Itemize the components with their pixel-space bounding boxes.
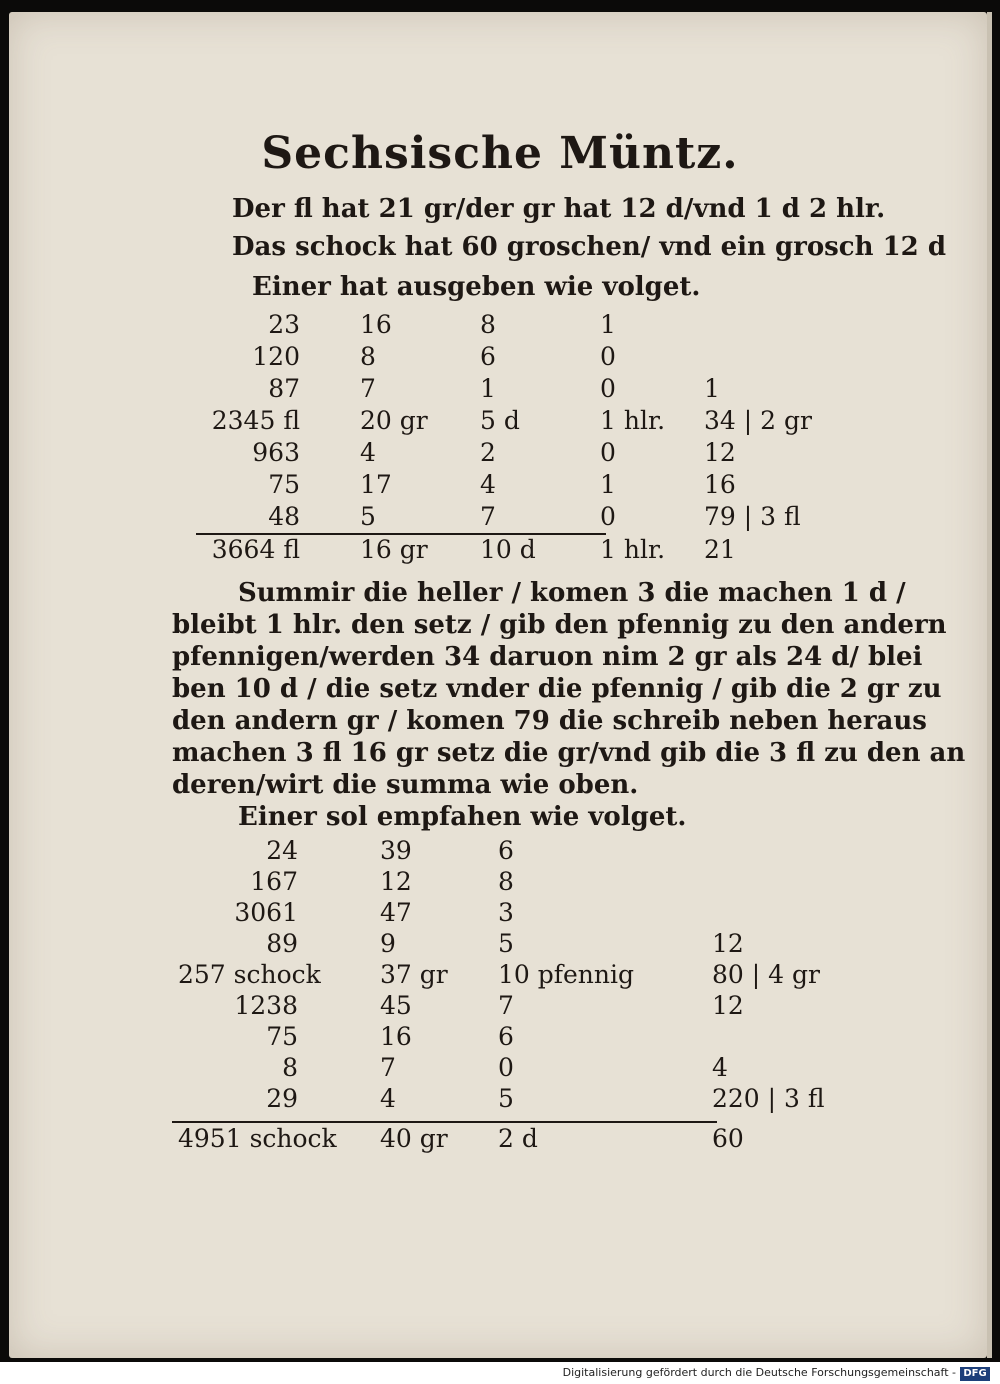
table-cell-a: 3061 bbox=[234, 898, 298, 927]
table-cell-a: 87 bbox=[268, 374, 300, 403]
table-cell-c: 5 d bbox=[480, 406, 520, 435]
total-cell-e: 60 bbox=[712, 1124, 744, 1153]
table-cell-b: 4 bbox=[380, 1084, 396, 1113]
table-cell-c: 6 bbox=[480, 342, 496, 371]
table-cell-d: 1 bbox=[600, 470, 616, 499]
table-cell-e: 12 bbox=[704, 438, 736, 467]
paragraph-line-5: den andern gr / komen 79 die schreib neben heraus bbox=[172, 706, 927, 736]
table-cell-e: 220 | 3 fl bbox=[712, 1084, 825, 1113]
table-cell-b: 16 bbox=[380, 1022, 412, 1051]
table-cell-c: 8 bbox=[498, 867, 514, 896]
paragraph-line-3: pfennigen/werden 34 daruon nim 2 gr als 24 d/ blei bbox=[172, 642, 923, 672]
table-cell-e: 16 bbox=[704, 470, 736, 499]
table-cell-b: 47 bbox=[380, 898, 412, 927]
page-title: Sechsische Müntz. bbox=[261, 128, 739, 179]
table-cell-a: 963 bbox=[252, 438, 300, 467]
table-cell-c: 7 bbox=[480, 502, 496, 531]
total-cell-e: 21 bbox=[704, 535, 736, 564]
table-cell-b: 39 bbox=[380, 836, 412, 865]
table-cell-e: 12 bbox=[712, 991, 744, 1020]
table-cell-a: 24 bbox=[266, 836, 298, 865]
table-cell-b: 7 bbox=[360, 374, 376, 403]
page-edge bbox=[987, 12, 992, 1358]
table-cell-a: 48 bbox=[268, 502, 300, 531]
table-cell-d: 0 bbox=[600, 502, 616, 531]
table-cell-c: 8 bbox=[480, 310, 496, 339]
intro-line-2: Das schock hat 60 groschen/ vnd ein grosch 12 d bbox=[232, 232, 946, 262]
table-cell-a: 120 bbox=[252, 342, 300, 371]
footer-credit: Digitalisierung gefördert durch die Deutsche Forschungsgemeinschaft - bbox=[562, 1366, 956, 1379]
table-cell-c: 5 bbox=[498, 1084, 514, 1113]
total-cell-c: 2 d bbox=[498, 1124, 538, 1153]
table-cell-b: 16 bbox=[360, 310, 392, 339]
digitization-footer bbox=[0, 1364, 1000, 1384]
paragraph-line-7: deren/wirt die summa wie oben. bbox=[172, 770, 639, 800]
table-cell-b: 8 bbox=[360, 342, 376, 371]
table-cell-a: 167 bbox=[250, 867, 298, 896]
table-cell-c: 0 bbox=[498, 1053, 514, 1082]
paragraph-line-4: ben 10 d / die setz vnder die pfennig / gib die 2 gr zu bbox=[172, 674, 942, 704]
table-cell-e: 4 bbox=[712, 1053, 728, 1082]
table-cell-a: 1238 bbox=[234, 991, 298, 1020]
table-cell-d: 1 bbox=[600, 310, 616, 339]
table-cell-b: 7 bbox=[380, 1053, 396, 1082]
table-cell-b: 17 bbox=[360, 470, 392, 499]
table-cell-d: 0 bbox=[600, 438, 616, 467]
table-cell-a: 23 bbox=[268, 310, 300, 339]
table-cell-b: 12 bbox=[380, 867, 412, 896]
table-cell-e: 1 bbox=[704, 374, 720, 403]
table-cell-b: 9 bbox=[380, 929, 396, 958]
table-cell-c: 1 bbox=[480, 374, 496, 403]
table-cell-b: 4 bbox=[360, 438, 376, 467]
table-cell-c: 3 bbox=[498, 898, 514, 927]
table-cell-c: 6 bbox=[498, 1022, 514, 1051]
sum-rule-2 bbox=[172, 1121, 717, 1123]
table-cell-a: 75 bbox=[266, 1022, 298, 1051]
paragraph-line-2: bleibt 1 hlr. den setz / gib den pfennig zu den andern bbox=[172, 610, 947, 640]
sum-rule-1 bbox=[196, 533, 606, 535]
table-cell-e: 12 bbox=[712, 929, 744, 958]
dfg-logo: DFG bbox=[960, 1367, 990, 1381]
total-cell-d: 1 hlr. bbox=[600, 535, 666, 564]
table-cell-a: 29 bbox=[266, 1084, 298, 1113]
table-cell-d: 0 bbox=[600, 374, 616, 403]
table-cell-b: 20 gr bbox=[360, 406, 428, 435]
paragraph-line-1: Summir die heller / komen 3 die machen 1 d / bbox=[238, 578, 906, 608]
total-cell-b: 16 gr bbox=[360, 535, 428, 564]
table-cell-c: 6 bbox=[498, 836, 514, 865]
total-cell-c: 10 d bbox=[480, 535, 536, 564]
table-cell-a: 75 bbox=[268, 470, 300, 499]
table-cell-a: 89 bbox=[266, 929, 298, 958]
table-cell-b: 5 bbox=[360, 502, 376, 531]
intro-line-3: Einer hat ausgeben wie volget. bbox=[252, 272, 701, 302]
table-cell-e: 80 | 4 gr bbox=[712, 960, 820, 989]
paragraph-line-6: machen 3 fl 16 gr setz die gr/vnd gib die 3 fl zu den an bbox=[172, 738, 966, 768]
second-heading: Einer sol empfahen wie volget. bbox=[238, 802, 687, 832]
table-cell-a: 8 bbox=[282, 1053, 298, 1082]
table-cell-b: 45 bbox=[380, 991, 412, 1020]
table-cell-c: 2 bbox=[480, 438, 496, 467]
table-cell-c: 4 bbox=[480, 470, 496, 499]
total-cell-a: 3664 fl bbox=[211, 535, 300, 564]
table-cell-c: 10 pfennig bbox=[498, 960, 635, 989]
table-cell-c: 7 bbox=[498, 991, 514, 1020]
table-cell-d: 1 hlr. bbox=[600, 406, 666, 435]
table-cell-b: 37 gr bbox=[380, 960, 448, 989]
table-cell-e: 34 | 2 gr bbox=[704, 406, 812, 435]
table-cell-e: 79 | 3 fl bbox=[704, 502, 801, 531]
intro-line-1: Der fl hat 21 gr/der gr hat 12 d/vnd 1 d 2 hlr. bbox=[232, 194, 886, 224]
table-cell-a: 2345 fl bbox=[211, 406, 300, 435]
table-cell-a: 257 schock bbox=[178, 960, 321, 989]
table-cell-c: 5 bbox=[498, 929, 514, 958]
total-cell-a: 4951 schock bbox=[178, 1124, 337, 1153]
table-cell-d: 0 bbox=[600, 342, 616, 371]
total-cell-b: 40 gr bbox=[380, 1124, 448, 1153]
